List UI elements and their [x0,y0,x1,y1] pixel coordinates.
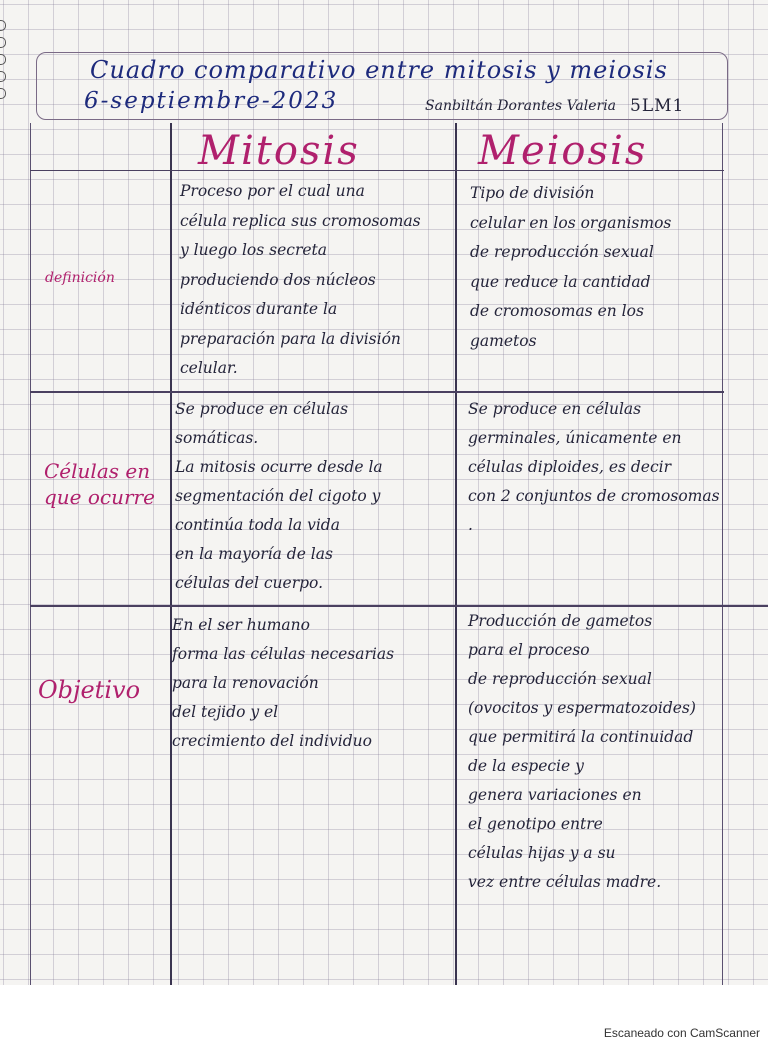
row-label-celulas: Células en que ocurre [44,459,155,509]
page-title: Cuadro comparativo entre mitosis y meiosis [90,56,668,84]
group-code: 5LM1 [630,96,685,116]
row-divider-2 [30,605,768,607]
author-name: Sanbiltán Dorantes Valeria [425,98,617,114]
cell-line: celular. [180,359,238,377]
cell-line: germinales, únicamente en [468,429,682,447]
cell-line: en la mayoría de las [175,545,333,563]
cell-line: de reproducción sexual [468,670,652,688]
table-border-right [722,123,723,985]
cell-line: (ovocitos y espermatozoides) [468,699,696,717]
cell-line: somáticas. [175,429,259,447]
cell-line: del tejido y el [172,703,279,721]
cell-line: gametos [470,331,537,350]
cell-line: Tipo de división [470,184,595,202]
column-header-meiosis: Meiosis [478,128,648,174]
cell-line: celular en los organismos [470,213,672,232]
cell-line: . [468,516,473,534]
cell-line: para el proceso [468,641,590,659]
cell-line: segmentación del cigoto y [175,487,381,505]
table-divider-middle [455,123,457,985]
row-divider-1 [30,391,724,393]
cell-line: Se produce en células [468,400,642,418]
spiral-binding [0,20,8,100]
cell-line: para la renovación [172,674,319,692]
column-header-mitosis: Mitosis [198,128,360,174]
cell-line: vez entre células madre. [468,873,662,891]
cell-line: crecimiento del individuo [172,732,372,750]
cell-line: La mitosis ocurre desde la [175,458,383,476]
row-label-definicion: definición [45,270,115,286]
cell-line: que permitirá la continuidad [468,728,694,746]
cell-line: de cromosomas en los [470,302,644,320]
cell-line: produciendo dos núcleos [180,270,376,289]
cell-line: con 2 conjuntos de cromosomas [468,487,720,505]
cell-line: preparación para la división [180,329,401,348]
cell-line: continúa toda la vida [175,516,340,534]
cell-line: idénticos durante la [180,300,338,318]
cell-line: célula replica sus cromosomas [180,211,421,230]
cell-line: de reproducción sexual [470,243,654,261]
table-divider-left [170,123,172,985]
cell-line: Proceso por el cual una [180,182,365,200]
cell-line: Producción de gametos [468,612,653,630]
cell-line: el genotipo entre [468,815,603,833]
cell-line: y luego los secreta [180,241,328,259]
scanner-footer: Escaneado con CamScanner [603,1026,760,1040]
page-date: 6-septiembre-2023 [84,88,339,114]
cell-line: de la especie y [468,757,584,775]
cell-line: En el ser humano [172,616,310,634]
cell-line: Se produce en células [175,400,349,418]
cell-line: que reduce la cantidad [470,272,651,291]
table-border-left [30,123,31,985]
cell-line: genera variaciones en [468,786,642,804]
cell-line: forma las células necesarias [172,645,395,663]
cell-line: células hijas y a su [468,844,616,862]
cell-line: células diploides, es decir [468,458,672,476]
row-label-objetivo: Objetivo [38,676,141,704]
cell-line: células del cuerpo. [175,574,324,592]
